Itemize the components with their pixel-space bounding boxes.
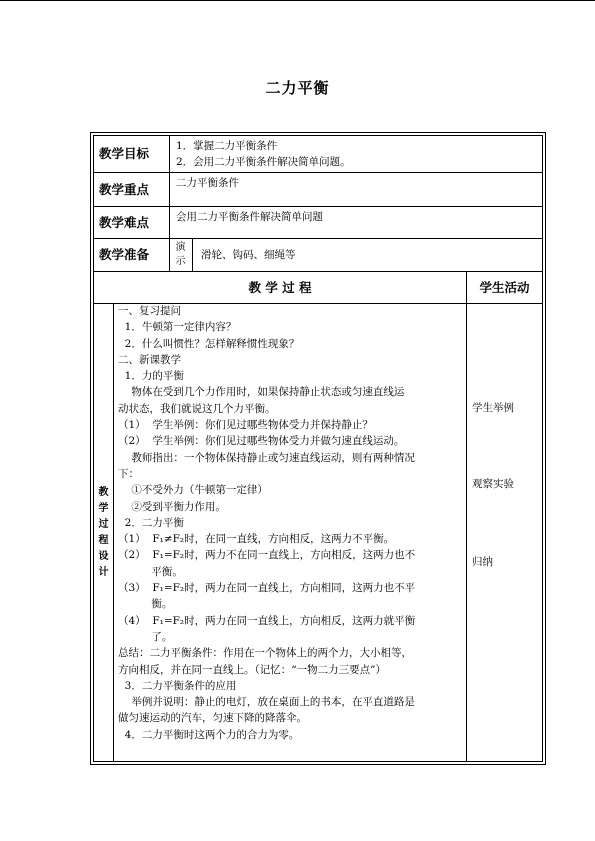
process-line: ②受到平衡力作用。 bbox=[118, 500, 226, 513]
process-design-label-cell bbox=[93, 303, 114, 762]
process-line: 平衡。 bbox=[118, 565, 183, 578]
process-line: 一、复习提问 bbox=[118, 305, 181, 317]
student-activity-cell bbox=[466, 303, 543, 762]
objectives-label: 教学目标 bbox=[93, 135, 170, 173]
student-activity-header: 学生活动 bbox=[466, 271, 543, 304]
objective-line-2: 2．会用二力平衡条件解决简单问题。 bbox=[176, 156, 351, 168]
document-title: 二力平衡 bbox=[265, 79, 330, 97]
key-point-content bbox=[169, 172, 543, 207]
process-line: 做匀速运动的汽车，匀速下降的降落伞。 bbox=[118, 712, 307, 725]
process-line: （4） F₁=F₂时，两力在同一直线上，方向相反，这两力就平衡 bbox=[118, 614, 416, 627]
difficulty-label: 教学难点 bbox=[93, 206, 170, 239]
process-line: 总结：二力平衡条件：作用在一个物体上的两个力，大小相等， bbox=[118, 647, 412, 660]
process-line: 衡。 bbox=[118, 598, 173, 611]
difficulty-text: 会用二力平衡条件解决简单问题 bbox=[176, 211, 323, 223]
preparation-items-cell bbox=[192, 238, 543, 272]
objectives-content bbox=[169, 135, 543, 173]
process-text bbox=[118, 303, 463, 743]
preparation-type-cell bbox=[169, 238, 193, 272]
page-top-rule bbox=[0, 0, 595, 1]
process-line: 下： bbox=[118, 467, 139, 480]
difficulty-content bbox=[169, 206, 543, 239]
process-line: 2．二力平衡 bbox=[118, 516, 184, 529]
process-design-label: 教学过程设计 bbox=[98, 486, 109, 578]
process-line: 了。 bbox=[118, 630, 173, 643]
preparation-type: 演示 bbox=[175, 242, 186, 267]
objective-line-1: 1．掌握二力平衡条件 bbox=[176, 140, 278, 152]
preparation-label: 教学准备 bbox=[93, 238, 170, 272]
process-line: （3） F₁=F₂时，两力在同一直线上，方向相同，这两力也不平 bbox=[118, 582, 416, 595]
process-line: 方向相反，并在同一直线上。（记忆：“一物二力三要点”） bbox=[118, 663, 386, 676]
process-line: 4．二力平衡时这两个力的合力为零。 bbox=[118, 728, 300, 741]
process-line: （1） 学生举例：你们见过哪些物体受力并保持静止？ bbox=[118, 419, 373, 432]
process-line: 动状态，我们就说这几个力平衡。 bbox=[118, 402, 276, 415]
process-line: 物体在受到几个力作用时，如果保持静止状态或匀速直线运 bbox=[118, 386, 405, 399]
activity-student-examples: 学生举例 bbox=[472, 402, 514, 414]
process-line: （2） F₁=F₂时，两力不在同一直线上，方向相反，这两力也不 bbox=[118, 549, 416, 562]
process-line: 举例并说明：静止的电灯，放在桌面上的书本，在平直道路是 bbox=[118, 696, 415, 709]
process-line: 2．什么叫惯性？怎样解释惯性现象？ bbox=[118, 337, 300, 350]
key-point-label: 教学重点 bbox=[93, 172, 170, 207]
process-line: （2） 学生举例：你们见过哪些物体受力并做匀速直线运动。 bbox=[118, 435, 405, 448]
process-line: 1．力的平衡 bbox=[118, 370, 184, 383]
process-line: 教师指出：一个物体保持静止或匀速直线运动，则有两种情况 bbox=[118, 451, 415, 464]
activity-summarize: 归纳 bbox=[472, 556, 493, 568]
activity-observe-experiment: 观察实验 bbox=[472, 478, 514, 490]
process-line: （1） F₁≠F₂时，在同一直线，方向相反，这两力不平衡。 bbox=[118, 533, 395, 546]
process-line: 1．牛顿第一定律内容？ bbox=[118, 321, 237, 334]
process-line: 3．二力平衡条件的应用 bbox=[118, 679, 237, 692]
preparation-items: 滑轮、钩码、细绳等 bbox=[201, 249, 296, 261]
process-line: ①不受外力（牛顿第一定律） bbox=[118, 484, 268, 497]
process-line: 二、新课教学 bbox=[118, 353, 181, 366]
process-header: 教 学 过 程 bbox=[93, 271, 467, 304]
key-point-text: 二力平衡条件 bbox=[176, 177, 239, 189]
